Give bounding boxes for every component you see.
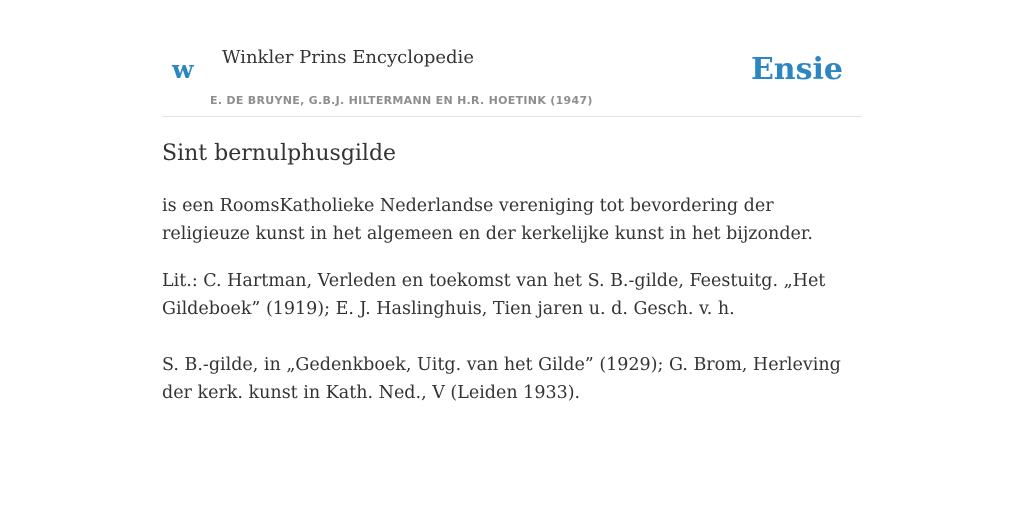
article-headword: Sint bernulphusgilde — [162, 141, 397, 166]
winkler-prins-logo[interactable]: w — [172, 55, 194, 84]
article — [162, 138, 862, 407]
article-paragraph: S. B.-gilde, in „Gedenkboek, Uitg. van het Gilde” (1929); G. Brom, Herleving der kerk. kunst in Kath. Ned., V (Leiden 1933). — [162, 355, 841, 403]
encyclopedia-authors: E. DE BRUYNE, G.B.J. HILTERMANN EN H.R. HOETINK (1947) — [210, 94, 593, 107]
encyclopedia-title[interactable]: Winkler Prins Encyclopedie — [222, 47, 474, 68]
article-paragraph: is een RoomsKatholieke Nederlandse vereniging tot bevordering der religieuze kunst in het algemeen en der kerkelijke kunst in het bijzonder. — [162, 196, 813, 244]
ensie-logo[interactable]: Ensie — [750, 52, 843, 87]
encyclopedia-header — [162, 0, 862, 117]
article-paragraph: Lit.: C. Hartman, Verleden en toekomst van het S. B.-gilde, Feestuitg. „Het Gildeboek” (1919); E. J. Haslinghuis, Tien jaren u. d. Gesch. v. h. — [162, 271, 826, 319]
